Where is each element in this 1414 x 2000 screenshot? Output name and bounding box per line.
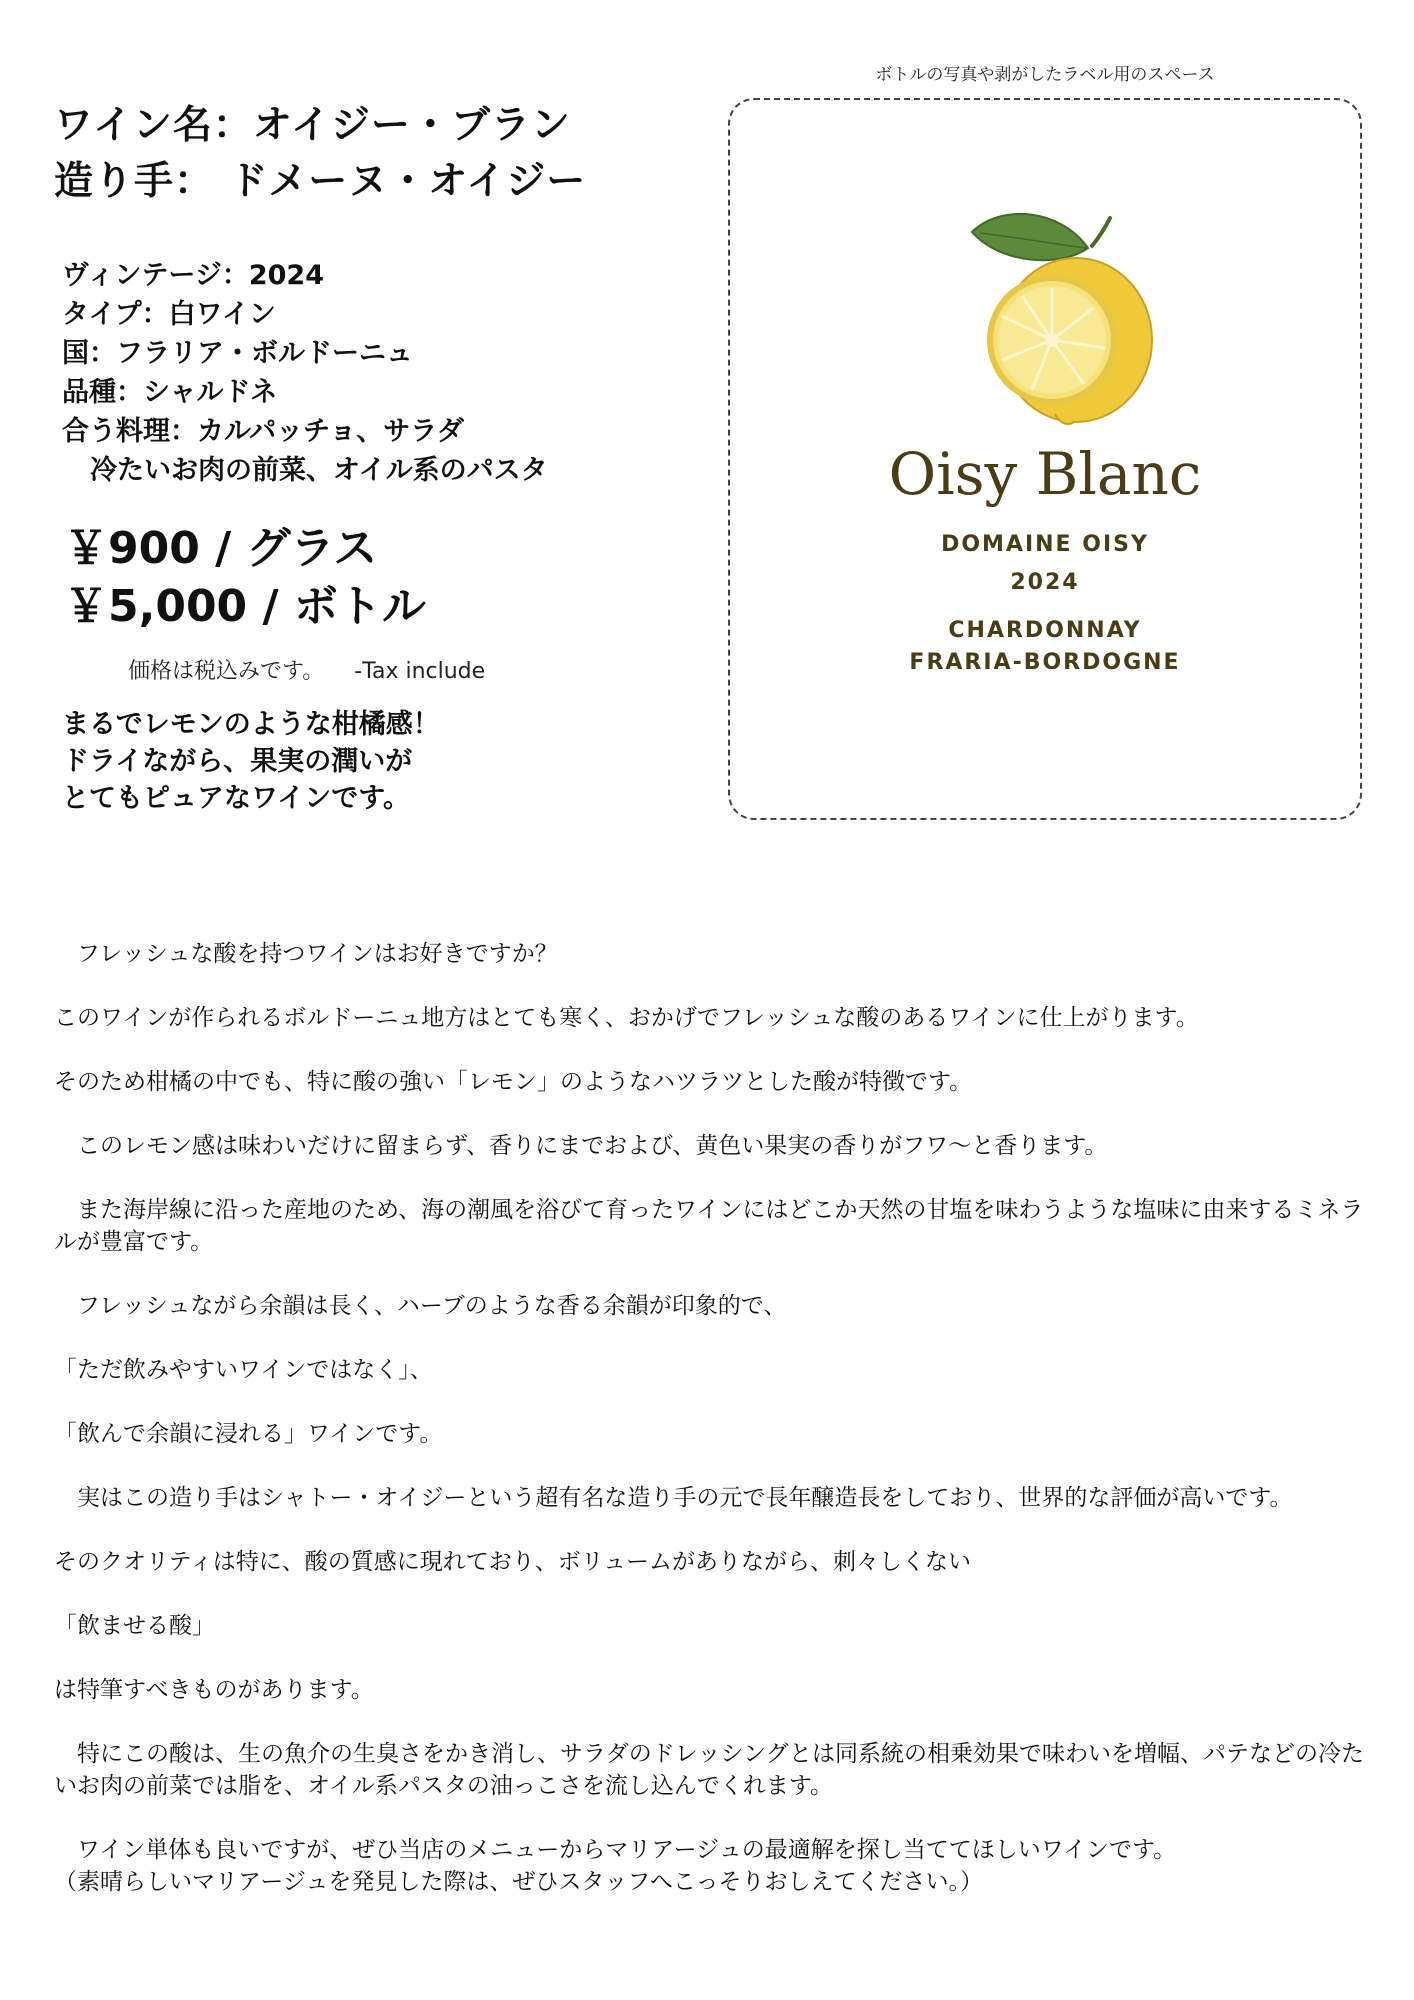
tagline	[62, 706, 440, 817]
price-bottle: ￥5,000 / ボトル	[64, 581, 426, 632]
description-paragraph: このワインが作られるボルドーニュ地方はとても寒く、おかげでフレッシュな酸のあるワインに仕上がります。	[54, 1005, 1199, 1031]
description-paragraph: フレッシュながら余韻は長く、ハーブのような香る余韻が印象的で、	[54, 1293, 787, 1319]
description-paragraph: 実はこの造り手はシャトー・オイジーという超有名な造り手の元で長年醸造長をしており、世界的な評価が高いです。	[54, 1485, 1293, 1511]
description-paragraph: フレッシュな酸を持つワインはお好きですか？	[54, 941, 558, 967]
label-region: FRARIA-BORDOGNE	[909, 650, 1181, 675]
description-paragraph: 「飲んで余韻に浸れる」ワインです。	[54, 1421, 443, 1447]
label-vintage: 2024	[1010, 570, 1080, 595]
spec-type: タイプ：白ワイン	[62, 299, 276, 330]
tax-note-ja: 価格は税込みです。	[128, 659, 325, 684]
description-paragraph: 「ただ飲みやすいワインではなく」、	[54, 1357, 433, 1383]
spec-country: 国：フラリア・ボルドーニュ	[62, 338, 413, 369]
label-wine-name: Oisy Blanc	[888, 440, 1202, 508]
label-placeholder-box	[728, 98, 1362, 820]
description-paragraph: （素晴らしいマリアージュを発見した際は、ぜひスタッフへこっそりおしえてください。）	[54, 1869, 983, 1895]
lemon-icon	[960, 208, 1160, 428]
description-paragraph: また海岸線に沿った産地のため、海の潮風を浴びて育ったワインにはどこか天然の甘塩を味わうような塩味に由来するミネラルが豊富です。	[54, 1197, 1364, 1255]
producer-heading: 造り手： ドメーヌ・オイジー	[54, 159, 587, 204]
description-paragraph: そのクオリティは特に、酸の質感に現れており、ボリュームがありながら、刺々しくない	[54, 1549, 972, 1575]
description-paragraph: そのため柑橘の中でも、特に酸の強い「レモン」のようなハツラツとした酸が特徴です。	[54, 1069, 973, 1095]
spec-list	[62, 256, 548, 490]
description	[54, 938, 1382, 1898]
spec-pairing: 合う料理：カルパッチョ、サラダ	[62, 416, 465, 447]
spec-variety: 品種：シャルドネ	[62, 377, 278, 408]
tagline-line: ドライながら、果実の潤いが	[62, 746, 413, 777]
tagline-line: まるでレモンのような柑橘感！	[62, 709, 440, 740]
label-space-caption: ボトルの写真や剥がしたラベル用のスペース	[875, 65, 1215, 85]
price-glass: ￥900 / グラス	[64, 523, 378, 574]
tagline-line: とてもピュアなワインです。	[62, 783, 411, 814]
label-variety: CHARDONNAY	[948, 618, 1142, 643]
description-paragraph: 特にこの酸は、生の魚介の生臭さをかき消し、サラダのドレッシングとは同系統の相乗効果で味わいを増幅、パテなどの冷たいお肉の前菜では脂を、オイル系パスタの油っこさを流し込んでくれます。	[54, 1741, 1364, 1799]
spec-vintage: ヴィンテージ：2024	[62, 260, 324, 291]
description-paragraph: ワイン単体も良いですが、ぜひ当店のメニューからマリアージュの最適解を探し当ててほしいワインです。	[54, 1837, 1177, 1863]
label-domaine: DOMAINE OISY	[941, 532, 1149, 557]
description-paragraph: 「飲ませる酸」	[54, 1613, 215, 1639]
tax-note	[128, 654, 485, 685]
tax-note-en: -Tax include	[354, 659, 486, 684]
description-paragraph: このレモン感は味わいだけに留まらず、香りにまでおよび、黄色い果実の香りがフワ〜と香ります。	[54, 1133, 1108, 1159]
description-paragraph: は特筆すべきものがあります。	[54, 1677, 374, 1703]
spec-pairing-continued: 冷たいお肉の前菜、オイル系のパスタ	[90, 455, 548, 486]
wine-name-heading: ワイン名：オイジー・ブラン	[54, 103, 571, 148]
